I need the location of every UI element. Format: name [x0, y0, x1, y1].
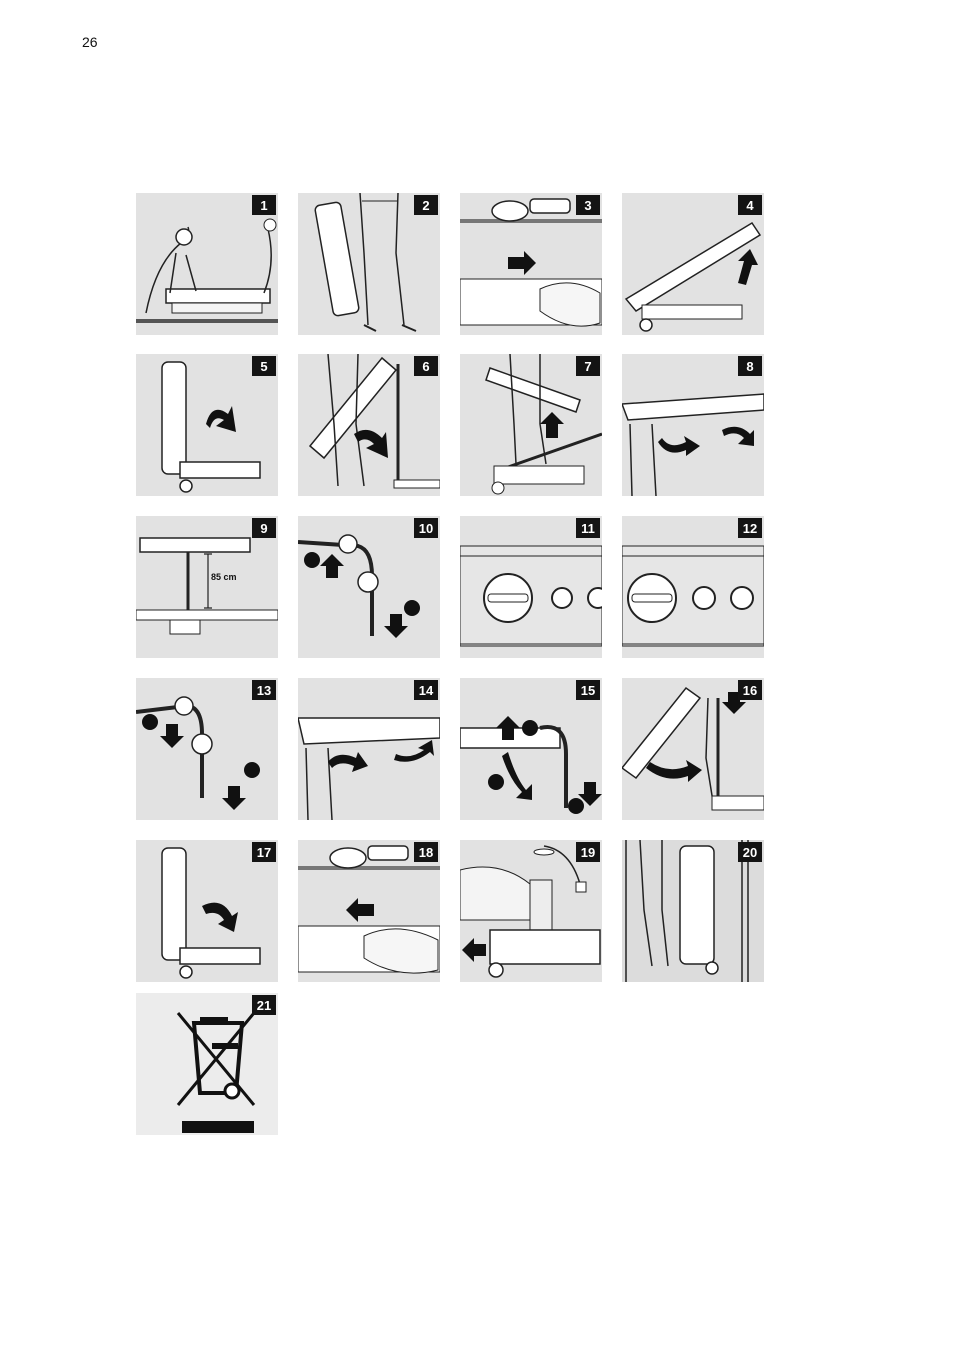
- figure-18: [298, 840, 440, 982]
- arrow-icon: [160, 724, 184, 748]
- figure-7: [460, 354, 602, 496]
- figure-13: [136, 678, 278, 820]
- arrow-icon: [202, 903, 238, 932]
- arrow-icon: [738, 249, 758, 285]
- figure-3-label: 3: [576, 195, 600, 215]
- figure-4: [622, 193, 764, 335]
- arrow-icon: [722, 427, 754, 446]
- arrow-icon: [658, 436, 700, 456]
- figure-3: [460, 193, 602, 335]
- figure-17-label: 17: [252, 842, 276, 862]
- figure-7-label: 7: [576, 356, 600, 376]
- figure-18-label: 18: [414, 842, 438, 862]
- arrow-icon: [222, 786, 246, 810]
- figure-16-label: 16: [738, 680, 762, 700]
- figure-19-label: 19: [576, 842, 600, 862]
- figure-1: [136, 193, 278, 335]
- figure-21-label: 21: [252, 995, 276, 1015]
- figure-2: [298, 193, 440, 335]
- figure-15-label: 15: [576, 680, 600, 700]
- figure-15: [460, 678, 602, 820]
- figure-13-label: 13: [252, 680, 276, 700]
- figure-12: [622, 516, 764, 658]
- figure-19: [460, 840, 602, 982]
- figure-21: [136, 993, 278, 1135]
- arrow-icon: [384, 614, 408, 638]
- figure-10: [298, 516, 440, 658]
- figure-17: [136, 840, 278, 982]
- figure-14: [298, 678, 440, 820]
- figure-8: [622, 354, 764, 496]
- figure-9-label: 9: [252, 518, 276, 538]
- figure-10-label: 10: [414, 518, 438, 538]
- arrow-icon: [502, 752, 532, 800]
- figure-1-label: 1: [252, 195, 276, 215]
- figure-20: [622, 840, 764, 982]
- figure-11-label: 11: [576, 518, 600, 538]
- arrow-icon: [462, 938, 486, 962]
- arrow-icon: [328, 752, 368, 772]
- figure-6-label: 6: [414, 356, 438, 376]
- figure-12-label: 12: [738, 518, 762, 538]
- arrow-icon: [346, 898, 374, 922]
- arrow-icon: [540, 412, 564, 438]
- figure-14-label: 14: [414, 680, 438, 700]
- figure-11: [460, 516, 602, 658]
- arrow-icon: [394, 740, 434, 762]
- height-measurement: 85 cm: [211, 572, 237, 582]
- figure-9: [136, 516, 278, 658]
- figure-5-label: 5: [252, 356, 276, 376]
- arrow-icon: [646, 760, 702, 782]
- arrow-icon: [206, 406, 236, 432]
- figure-2-label: 2: [414, 195, 438, 215]
- figure-4-label: 4: [738, 195, 762, 215]
- page-number: 26: [82, 34, 98, 50]
- figure-16: [622, 678, 764, 820]
- arrow-icon: [320, 554, 344, 578]
- figure-20-label: 20: [738, 842, 762, 862]
- figure-5: [136, 354, 278, 496]
- figure-6: [298, 354, 440, 496]
- arrow-icon: [508, 251, 536, 275]
- figure-8-label: 8: [738, 356, 762, 376]
